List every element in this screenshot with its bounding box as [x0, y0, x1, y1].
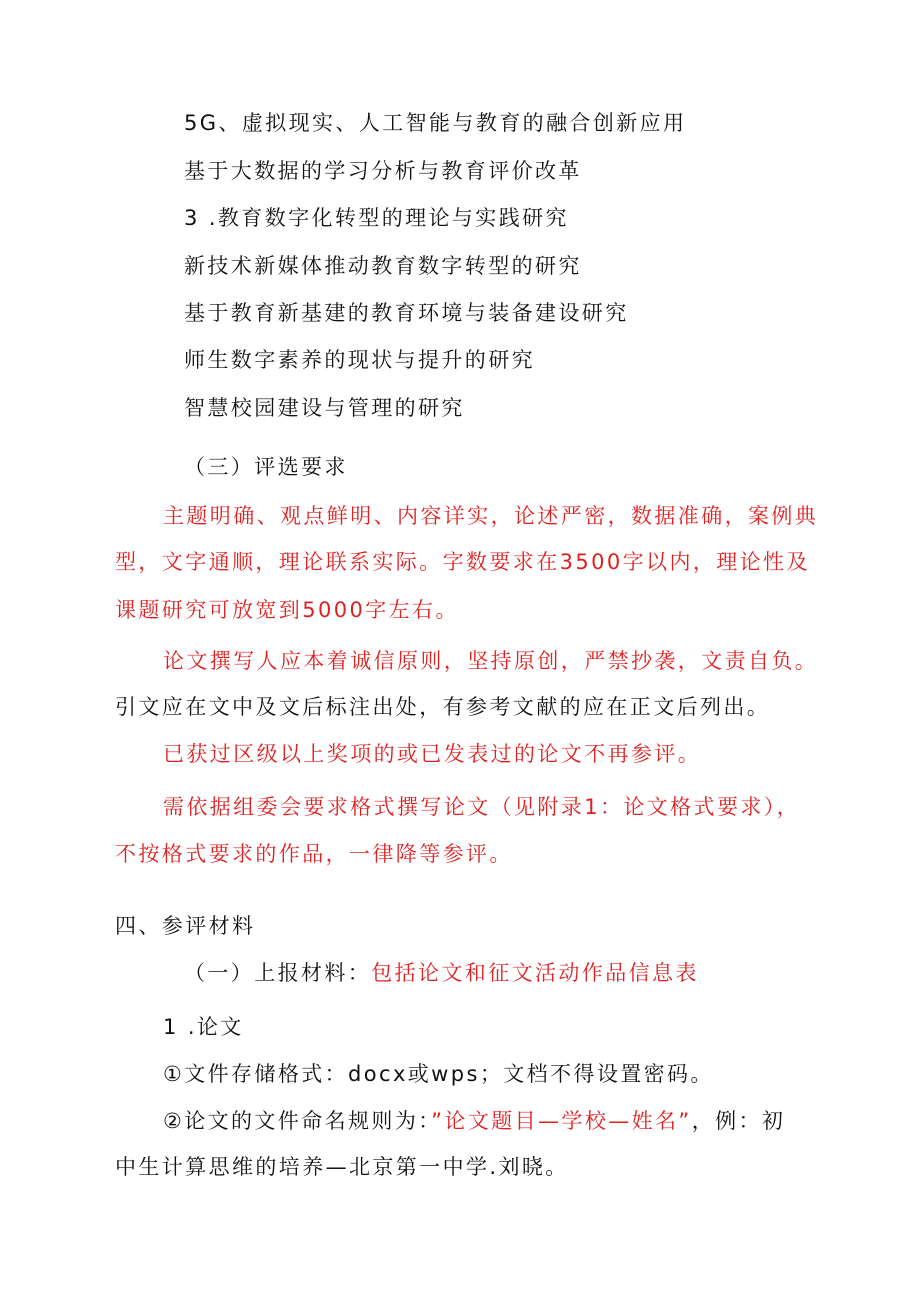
integrity-line: 论文撰写人应本着诚信原则，坚持原创，严禁抄袭，文责自负。 — [163, 649, 819, 673]
section-heading-selection: （三）评选要求 — [184, 455, 348, 479]
naming-rule-line — [163, 1108, 785, 1134]
topic-line: 师生数字素养的现状与提升的研究 — [184, 348, 535, 372]
submission-materials-line — [184, 960, 699, 986]
file-format-line: ①文件存储格式：docx或wps；文档不得设置密码。 — [163, 1062, 714, 1086]
submission-prefix: （一）上报材料： — [184, 961, 372, 985]
topic-line: 基于大数据的学习分析与教育评价改革 — [184, 159, 582, 183]
topic-line: 基于教育新基建的教育环境与装备建设研究 — [184, 301, 629, 325]
citation-line: 引文应在文中及文后标注出处，有参考文献的应在正文后列出。 — [115, 695, 771, 719]
naming-prefix: ②论文的文件命名规则为： — [163, 1109, 432, 1133]
naming-pattern: ”论文题目—学校—姓名” — [431, 1109, 692, 1133]
submission-detail: 包括论文和征文活动作品信息表 — [371, 961, 699, 985]
topic-line: 5G、虚拟现实、人工智能与教育的融合创新应用 — [184, 111, 687, 135]
item-heading-paper: 1 .论文 — [163, 1015, 244, 1039]
topic-line: 智慧校园建设与管理的研究 — [184, 396, 465, 420]
requirement-line: 型，文字通顺，理论联系实际。字数要求在3500字以内，理论性及 — [115, 550, 810, 574]
naming-example-line: 中生计算思维的培养—北京第一中学.刘晓。 — [115, 1155, 569, 1179]
section-heading-materials: 四、参评材料 — [115, 914, 256, 938]
requirement-line: 主题明确、观点鲜明、内容详实，论述严密，数据准确，案例典 — [163, 504, 819, 528]
award-rule-line: 已获过区级以上奖项的或已发表过的论文不再参评。 — [163, 742, 702, 766]
requirement-line: 课题研究可放宽到5000字左右。 — [115, 598, 459, 622]
topic-line: 新技术新媒体推动教育数字转型的研究 — [184, 254, 582, 278]
topic-line: 3 .教育数字化转型的理论与实践研究 — [184, 206, 569, 230]
naming-suffix: ，例：初 — [691, 1109, 786, 1133]
format-rule-line: 需依据组委会要求格式撰写论文（见附录1：论文格式要求）， — [163, 795, 801, 819]
format-rule-line: 不按格式要求的作品，一律降等参评。 — [115, 842, 513, 866]
